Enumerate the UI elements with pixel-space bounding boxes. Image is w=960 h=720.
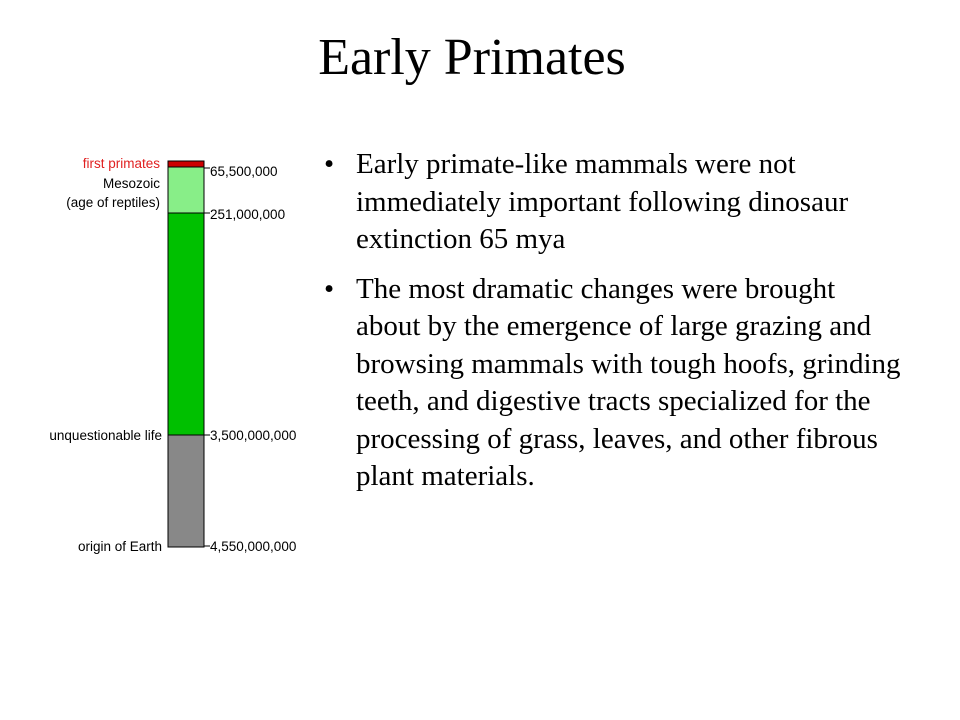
bullet-text: The most dramatic changes were brought about by the emergence of large grazing and browsing mammals with tough hoofs, grinding teeth, and digestive tracts specialized for the processing of grass, leaves, and other fibrous plant materials. [356,272,901,492]
bullet-list [322,146,902,508]
value-mesozoic: 251,000,000 [210,207,286,222]
value-origin-of-earth: 4,550,000,000 [210,539,297,554]
label-mesozoic: Mesozoic [102,176,160,191]
timeline-graphic [0,148,330,558]
geologic-timeline [0,148,330,558]
bullet-text: Early primate-like mammals were not immediately important following dinosaur extinction 65 mya [356,148,849,255]
segment-life [168,213,204,435]
bullet-marker: • [324,272,335,305]
label-first-primates: first primates [82,156,160,171]
label-origin-of-earth: origin of Earth [77,539,162,554]
segment-early-earth [168,435,204,547]
label-unquestionable-life: unquestionable life [49,428,162,443]
value-unquestionable-life: 3,500,000,000 [210,428,297,443]
bullet-marker: • [324,148,335,180]
segment-mesozoic [168,167,204,213]
bullet-item [322,271,902,496]
segment-first-primates [168,161,204,167]
slide-title: Early Primates [318,29,626,86]
label-age-of-reptiles: (age of reptiles) [66,195,160,210]
value-first-primates: 65,500,000 [210,164,278,179]
bullet-item [322,146,902,259]
